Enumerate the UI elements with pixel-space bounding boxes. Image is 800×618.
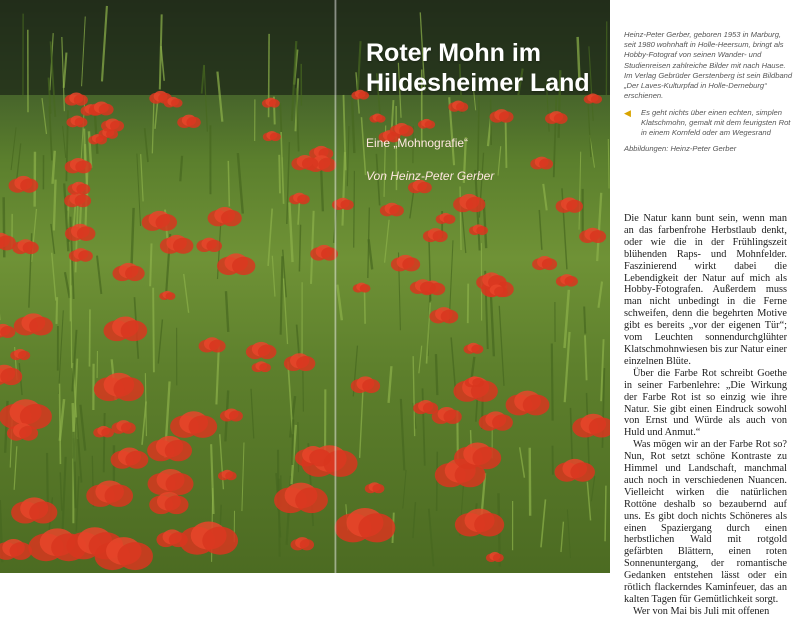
author-bio: Heinz-Peter Gerber, geboren 1953 in Marburg, seit 1980 wohnhaft in Holle-Heersum, bringt als Hobby-Fotograf von seinen Wander- und Studienreisen zahlreiche Bilder mit nach Hause. Im Verlag Gebrüder Gerstenberg ist sein Bildband „Der Laves-Kulturpfad in Holle-Derneburg“ erschienen. — [624, 30, 794, 101]
body-paragraph: Über die Farbe Rot schreibt Goethe in seiner Farbenlehre: „Die Wirkung der Farbe Rot ist so einzig wie ihre Natur. Sie gibt einen Eindruck sowohl von Ernst und Würde als auch von Huld und Anmut.“ — [624, 368, 787, 439]
article-byline: Von Heinz-Peter Gerber — [366, 169, 494, 183]
body-paragraph: Die Natur kann bunt sein, wenn man an das farbenfrohe Herbstlaub denkt, oder wie die in der Frühlingszeit blühenden Raps- und Mohnfelder. Faszinierend wirkt dabei die Lebendigkeit der Natur auf mich als Hobby-Fotografen. Außerdem muss man nicht unbedingt in die Ferne schweifen, denn die begehrten Motive gibt es bereits „vor der eigenen Tür“; vom Leuchten sonnendurchglühter Klatschmohnwiesen bis zur Natur einer einzelnen Blüte. — [624, 213, 787, 368]
article-body — [624, 213, 787, 618]
article-subtitle: Eine „Mohnografie“ — [366, 136, 468, 150]
article-title: Roter Mohn im Hildesheimer Land — [366, 38, 596, 98]
image-credit: Abbildungen: Heinz-Peter Gerber — [624, 144, 736, 153]
body-paragraph: Wer von Mai bis Juli mit offenen — [624, 606, 787, 618]
photo-teaser: Es geht nichts über einen echten, simplen Klatschmohn, gemalt mit dem feurigsten Rot in einem Kornfeld oder am Wegesrand — [641, 108, 794, 139]
page-gutter — [334, 0, 337, 573]
body-paragraph: Was mögen wir an der Farbe Rot so? Nun, Rot setzt schöne Kontraste zu Himmel und Landschaft, manchmal auch noch in verschiedenen Nuancen. Vielleicht wirken die natürlichen Rottöne deshalb so bezaubernd auf uns. Es gibt doch nichts Schöneres als einen Spaziergang durch einen herbstlichen Wald mit rotgold gefärbten Blättern, einen roten Sonnenuntergang, der romantische Gedanken entstehen lässt oder ein rötlich flackerndes Kaminfeuer, das an kalten Tagen für Gemütlichkeit sorgt. — [624, 439, 787, 606]
teaser-arrow-icon: ◀ — [624, 108, 631, 119]
